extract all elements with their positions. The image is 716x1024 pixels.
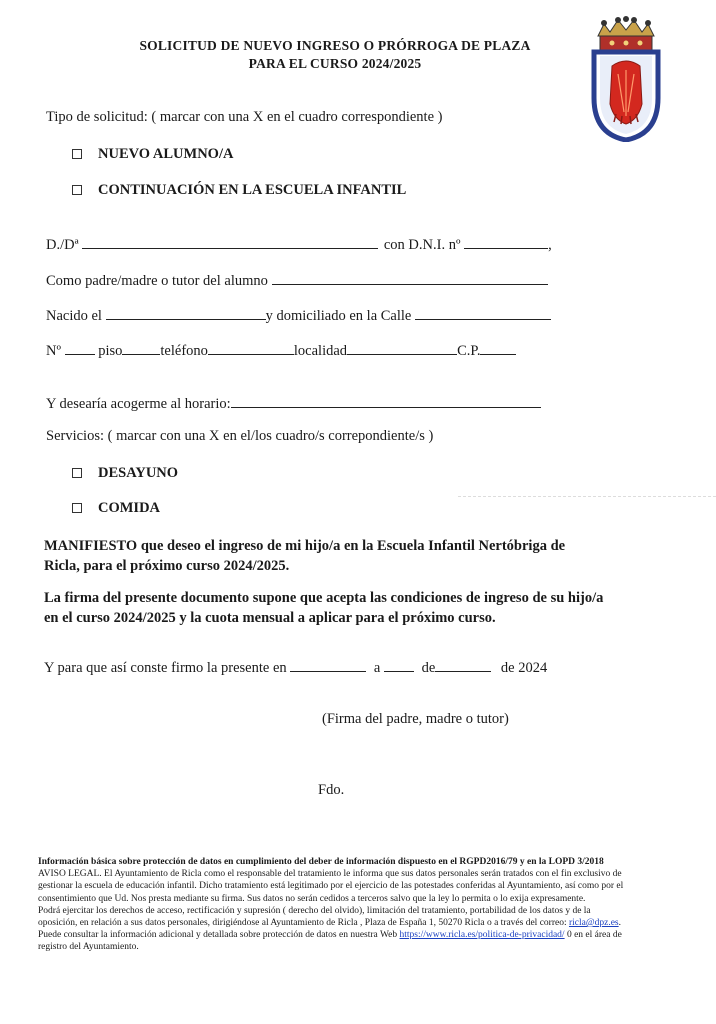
cp-label: C.P. [457,343,481,359]
checkbox-continuacion[interactable] [72,185,82,195]
web-link[interactable]: https://www.ricla.es/politica-de-privacidad/ [399,930,565,941]
horario-field[interactable] [231,395,541,408]
telefono-field[interactable] [208,342,294,355]
applicant-name-field[interactable] [82,236,378,249]
option-continuacion[interactable] [72,182,406,199]
number-field[interactable] [65,342,95,355]
scan-divider [458,496,716,497]
horario-row [46,395,541,413]
legal-heading: Información básica sobre protección de datos en cumplimiento del deber de información dispuesto en el RGPD2016/79 y en la LOPD 3/2018 [38,857,604,867]
birth-date-field[interactable] [106,307,266,320]
domicilio-label: y domiciliado en la Calle [265,308,412,324]
manifiesto-line-1: MANIFIESTO que deseo el ingreso de mi hijo/a en la Escuela Infantil Nertóbriga de [44,538,566,554]
coat-of-arms-icon [590,16,662,142]
conditions-line-2: en el curso 2024/2025 y la cuota mensual a aplicar para el próximo curso. [44,610,496,626]
email-link[interactable]: ricla@dpz.es [568,918,619,929]
contact-row [46,342,516,360]
nacido-label: Nacido el [46,308,102,324]
localidad-field[interactable] [347,342,457,355]
piso-label: piso [98,343,123,359]
legal-aviso: AVISO LEGAL. El Ayuntamiento de Ricla como el responsable del tratamiento le informa que sus datos personales serán tratados con el fin exclusivo de gestionar la escuela de educación infantil. Dicho tratamiento está legitimado por el ejercicio de las potestades conferidas al Ayuntamiento, así como por el consentimiento que Ud. Nos presta mediante su firma. Sus datos no serán cedidos a terceros salvo que la ley lo permita o lo exija expresamente. [38,869,624,904]
form-title-line-2: PARA EL CURSO 2024/2025 [248,56,422,71]
legal-derechos-text: Podrá ejercitar los derechos de acceso, rectificación y supresión ( derecho del olvido), limitación del tratamiento, portabilidad de los datos y de la oposición, en relación a sus datos personales, dirigiéndose al Ayuntamiento de Ricla , Plaza de España 1, 50270 Ricla o a través del correo: [38,905,591,929]
option-comida[interactable] [72,500,160,517]
legal-notice [38,856,624,954]
conditions-paragraph [44,588,684,628]
place-field[interactable] [290,659,366,672]
conditions-line-1: La firma del presente documento supone que acepta las condiciones de ingreso de su hijo/a [44,590,604,606]
dd-label: D./Dª [46,237,79,253]
telefono-label: teléfono [160,343,208,359]
tutor-label: Como padre/madre o tutor del alumno [46,273,268,289]
option-nuevo-alumno-label: NUEVO ALUMNO/A [98,146,234,162]
conste-a: a [373,660,381,676]
conste-row [44,659,547,677]
conste-prefix: Y para que así conste firmo la presente en [44,660,287,676]
form-title-line-1: SOLICITUD DE NUEVO INGRESO O PRÓRROGA DE PLAZA [139,38,531,53]
manifiesto-paragraph [44,536,644,576]
dni-suffix: , [548,237,552,253]
legal-derechos [38,905,624,954]
localidad-label: localidad [293,343,348,359]
n-label: Nº [46,343,61,359]
conste-de: de [421,660,436,676]
tutor-row [46,272,548,290]
option-continuacion-label: CONTINUACIÓN EN LA ESCUELA INFANTIL [98,182,407,198]
street-field[interactable] [415,307,551,320]
legal-web-tail: 0 en el área de registro del Ayuntamiento. [38,930,622,953]
fdo-label: Fdo. [318,782,345,798]
option-comida-label: COMIDA [98,500,161,516]
cp-field[interactable] [480,342,516,355]
tipo-solicitud-label: Tipo de solicitud: ( marcar con una X en el cuadro correspondiente ) [46,109,443,125]
applicant-name-row [46,236,552,254]
option-nuevo-alumno[interactable] [72,146,233,163]
birth-address-row [46,307,551,325]
checkbox-desayuno[interactable] [72,468,82,478]
piso-field[interactable] [122,342,160,355]
conste-year: de 2024 [500,660,548,676]
checkbox-comida[interactable] [72,503,82,513]
signature-note: (Firma del padre, madre o tutor) [322,711,509,727]
legal-derechos-tail: . Puede consultar la información adicional y detallada sobre protección de datos en nuestra Web [38,918,621,941]
checkbox-nuevo-alumno[interactable] [72,149,82,159]
dni-field[interactable] [464,236,548,249]
dni-label: con D.N.I. nº [383,237,461,253]
manifiesto-line-2: Ricla, para el próximo curso 2024/2025. [44,558,290,574]
servicios-label: Servicios: ( marcar con una X en el/los cuadro/s correpondiente/s ) [46,428,434,444]
month-field[interactable] [435,659,491,672]
option-desayuno-label: DESAYUNO [98,465,179,481]
student-name-field[interactable] [272,272,548,285]
horario-label: Y desearía acogerme al horario: [46,396,231,412]
day-field[interactable] [384,659,414,672]
option-desayuno[interactable] [72,465,178,482]
